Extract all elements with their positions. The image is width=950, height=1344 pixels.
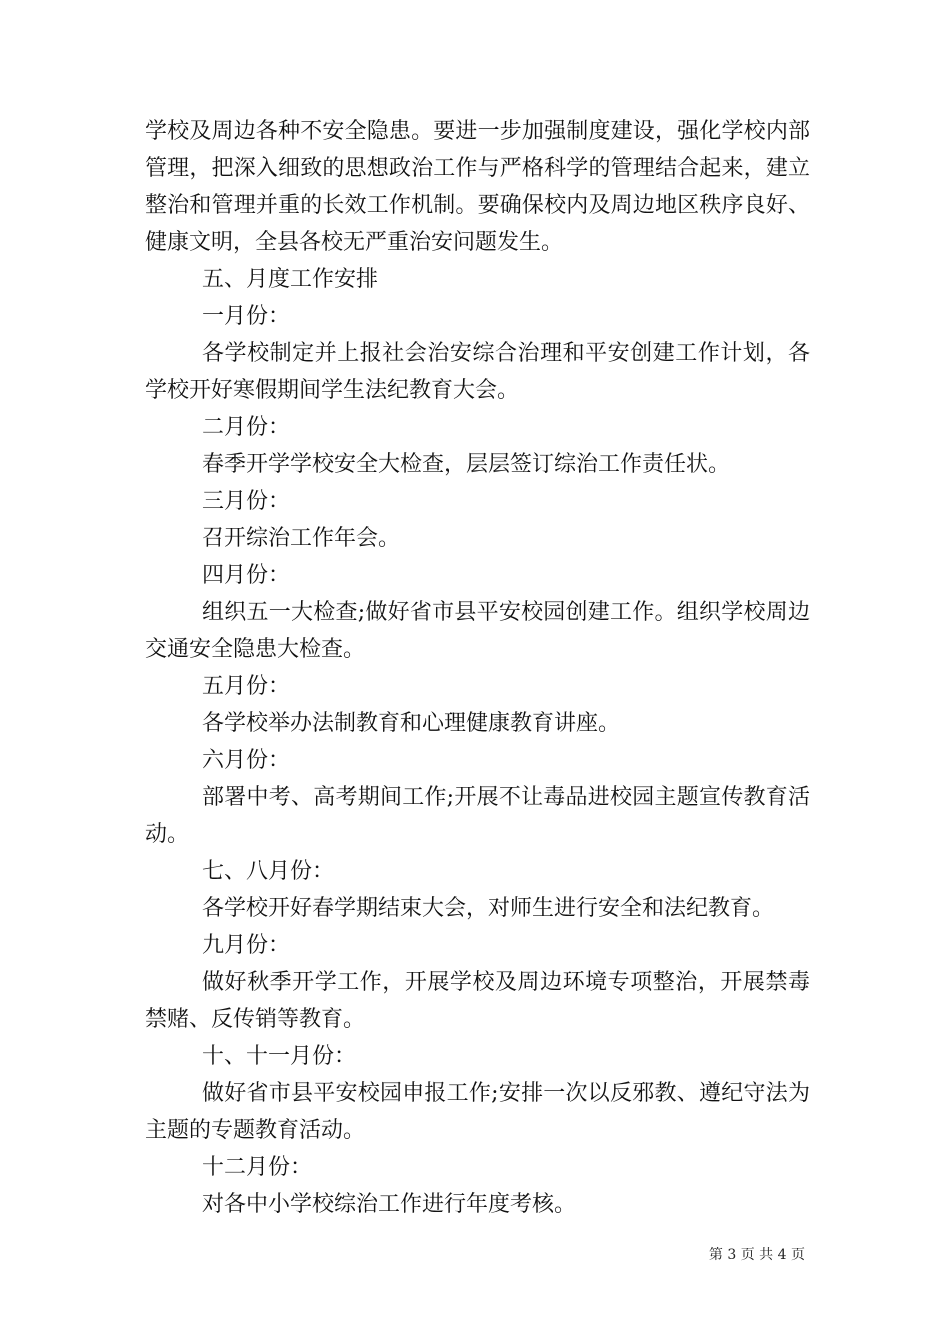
month-heading: 一月份： (202, 304, 291, 329)
month-heading: 五月份： (202, 674, 291, 699)
paragraph: 各学校制定并上报社会治安综合治理和平安创建工作计划，各学校开好寒假期间学生法纪教育大会。 (145, 341, 810, 403)
page-number: 第 3 页 共 4 页 (708, 1247, 805, 1263)
month-heading: 九月份： (202, 933, 291, 958)
paragraph: 春季开学学校安全大检查，层层签订综治工作责任状。 (202, 452, 731, 477)
month-heading: 七、八月份： (202, 859, 335, 884)
month-heading: 四月份： (202, 563, 291, 588)
paragraph: 各学校开好春学期结束大会，对师生进行安全和法纪教育。 (202, 896, 775, 921)
paragraph: 组织五一大检查;做好省市县平安校园创建工作。组织学校周边交通安全隐患大检查。 (145, 600, 810, 662)
paragraph: 做好秋季开学工作，开展学校及周边环境专项整治，开展禁毒禁赌、反传销等教育。 (145, 970, 810, 1032)
month-heading: 十二月份： (202, 1155, 313, 1180)
month-heading: 六月份： (202, 748, 291, 773)
month-heading: 十、十一月份： (202, 1044, 357, 1069)
section-heading: 五、月度工作安排 (202, 267, 379, 292)
paragraph: 召开综治工作年会。 (202, 526, 401, 551)
month-heading: 三月份： (202, 489, 291, 514)
month-heading: 二月份： (202, 415, 291, 440)
paragraph: 对各中小学校综治工作进行年度考核。 (202, 1192, 577, 1217)
paragraph: 做好省市县平安校园申报工作;安排一次以反邪教、遵纪守法为主题的专题教育活动。 (145, 1081, 810, 1143)
paragraph: 各学校举办法制教育和心理健康教育讲座。 (202, 711, 621, 736)
paragraph: 学校及周边各种不安全隐患。要进一步加强制度建设，强化学校内部管理，把深入细致的思想政治工作与严格科学的管理结合起来，建立整治和管理并重的长效工作机制。要确保校内及周边地区秩序良好、健康文明，全县各校无严重治安问题发生。 (145, 119, 810, 255)
paragraph: 部署中考、高考期间工作;开展不让毒品进校园主题宣传教育活动。 (145, 785, 810, 847)
document-body (145, 113, 810, 1223)
